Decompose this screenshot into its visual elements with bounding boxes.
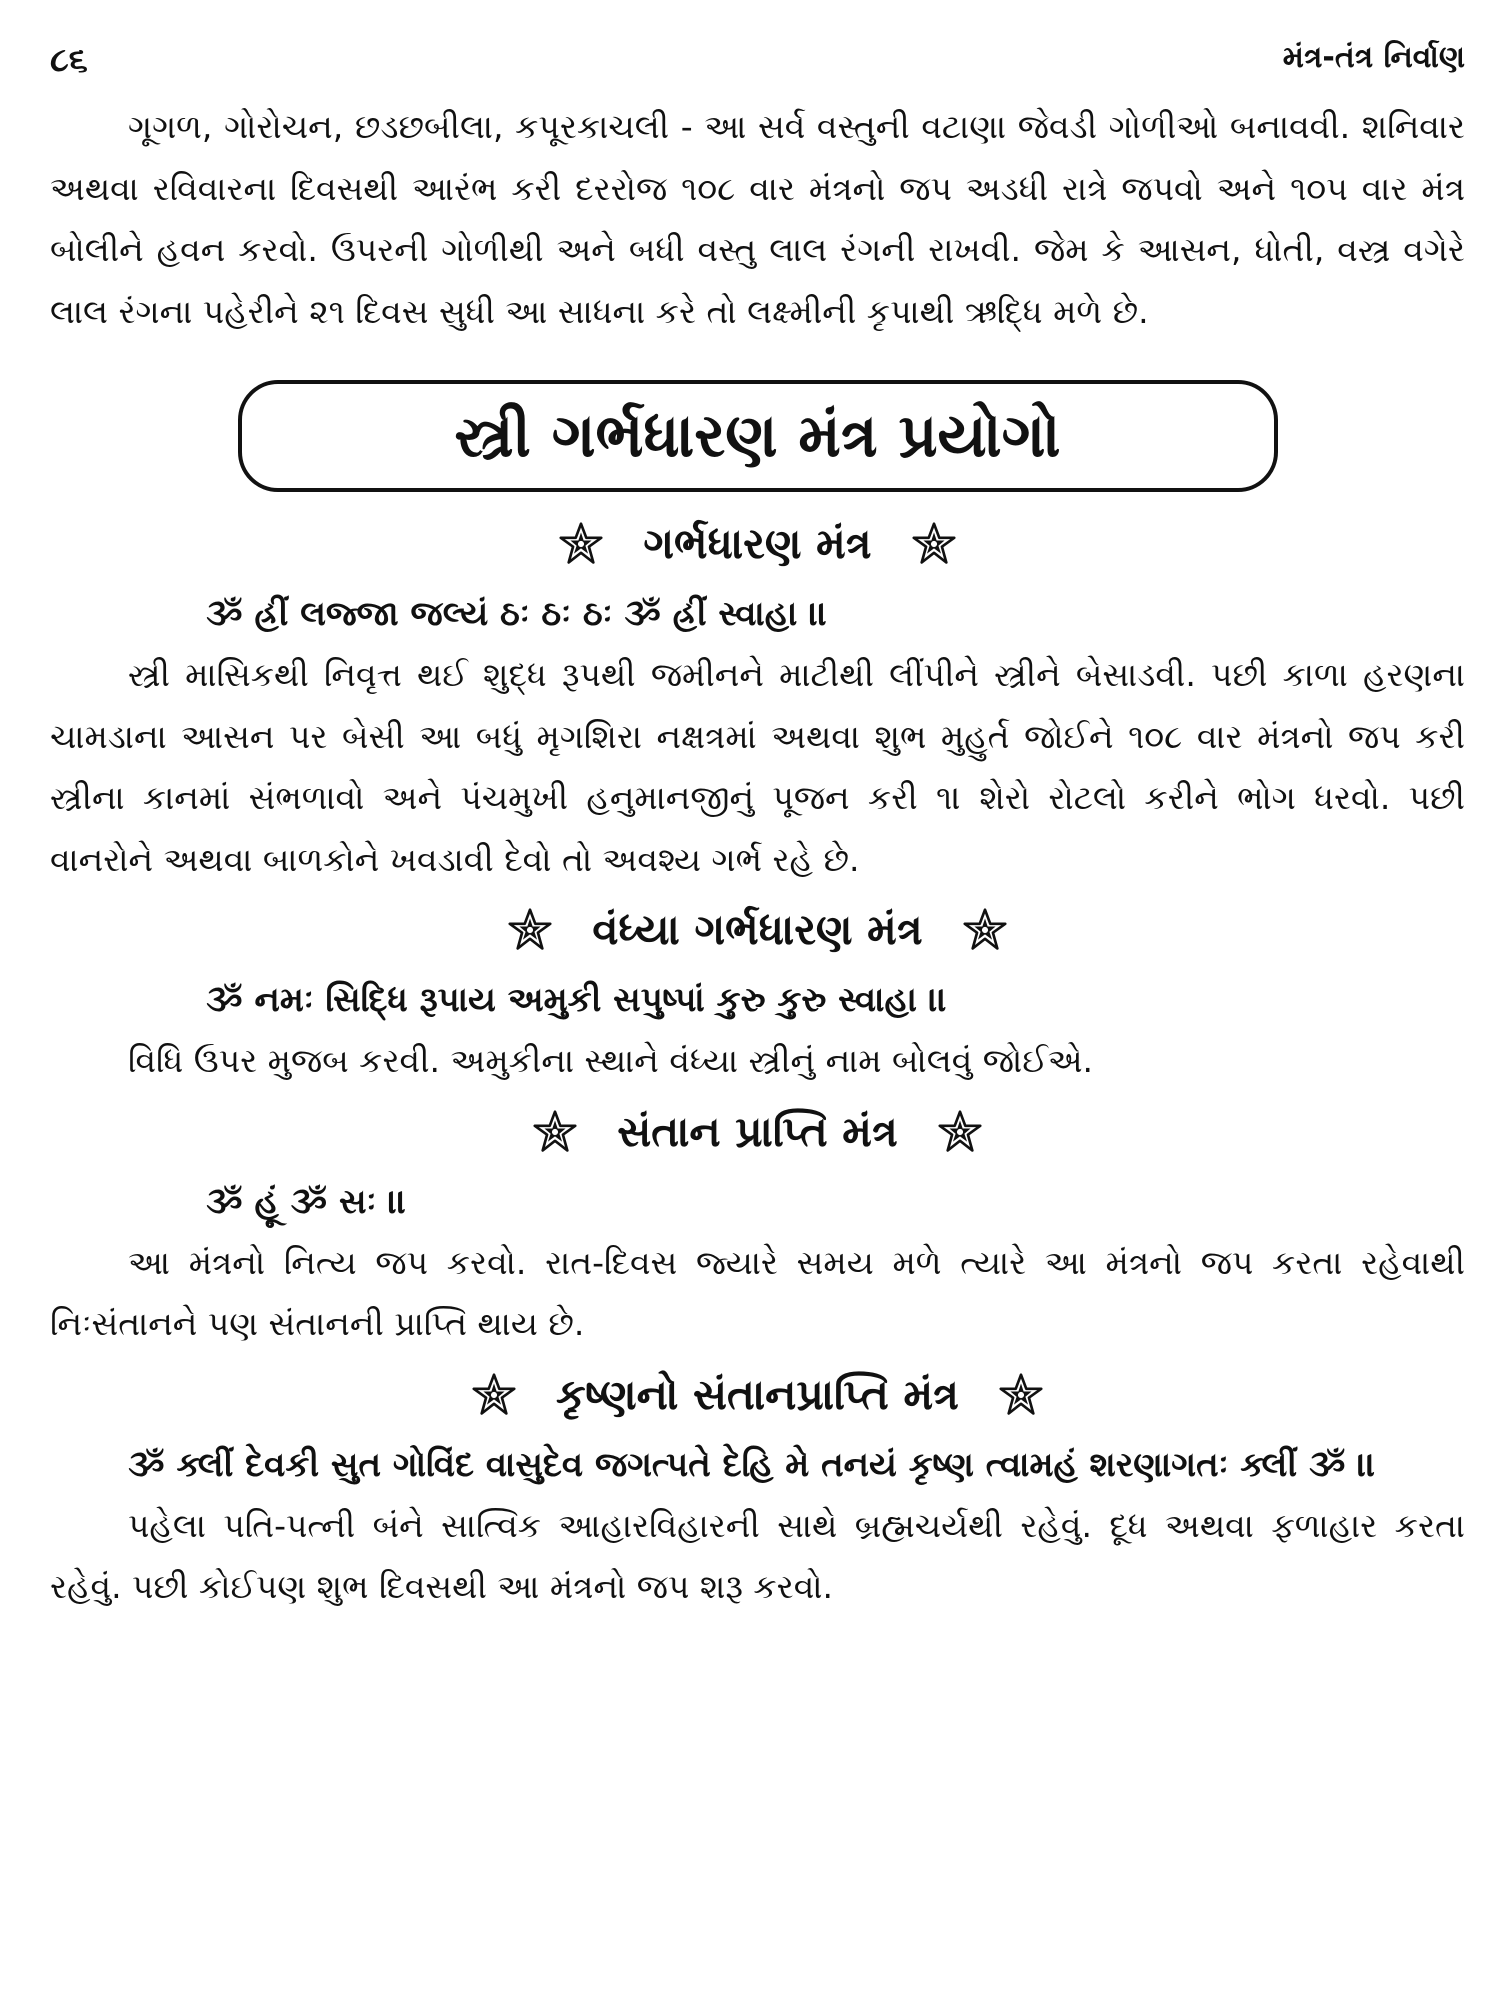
flower-star-icon [912, 522, 956, 566]
flower-star-icon [508, 908, 552, 952]
page [50, 40, 1465, 1618]
section-paragraph: વિધિ ઉપર મુજબ કરવી. અમુકીના સ્થાને વંધ્યા સ્ત્રીનું નામ બોલવું જોઈએ. [128, 1041, 1094, 1080]
flower-star-icon [999, 1373, 1043, 1417]
mantra-text: ૐ હ્રીં લજ્જા જલ્યં ઠઃ ઠઃ ઠઃ ૐ હ્રીં સ્વાહા ।। [206, 594, 828, 634]
flower-star-icon [963, 908, 1007, 952]
section-heading-text: કૃષ્ણનો સંતાનપ્રાપ્તિ મંત્ર [556, 1369, 959, 1419]
section-heading-vandhya [50, 890, 1465, 970]
flower-star-icon [472, 1373, 516, 1417]
intro-paragraph: ગૂગળ, ગોરોચન, છડછબીલા, કપૂરકાચલી - આ સર્વ વસ્તુની વટાણા જેવડી ગોળીઓ બનાવવી. શનિવાર અથવા રવિવારના દિવસથી આરંભ કરી દરરોજ ૧૦૮ વાર મંત્રનો જપ અડધી રાત્રે જપવો અને ૧૦૫ વાર મંત્ર બોલીને હવન કરવો. ઉપરની ગોળીથી અને બધી વસ્તુ લાલ રંગની રાખવી. જેમ કે આસન, ધોતી, વસ્ત્ર વગેરે લાલ રંગના પહેરીને ૨૧ દિવસ સુધી આ સાધના કરે તો લક્ષ્મીની કૃપાથી ઋદ્ધિ મળે છે. [50, 107, 1465, 331]
mantra-text: ૐ નમઃ સિદ્ધિ રૂપાય અમુકી સપુષ્પાં કુરુ કુરુ સ્વાહા ।। [206, 980, 947, 1020]
flower-star-icon [559, 522, 603, 566]
chapter-title: સ્ત્રી ગર્ભધારણ મંત્ર પ્રયોગો [238, 380, 1278, 492]
mantra-text: ૐ હૂં ૐ સઃ ।। [206, 1181, 407, 1222]
section-heading-garbhdharan [50, 504, 1465, 584]
section-heading-krishna [50, 1355, 1465, 1435]
section-heading-text: સંતાન પ્રાપ્તિ મંત્ર [617, 1106, 898, 1156]
section-paragraph: સ્ત્રી માસિકથી નિવૃત્ત થઈ શુદ્ધ રૂપથી જમીનને માટીથી લીંપીને સ્ત્રીને બેસાડવી. પછી કાળા હરણના ચામડાના આસન પર બેસી આ બધું મૃગશિરા નક્ષત્રમાં અથવા શુભ મુહુર્ત જોઈને ૧૦૮ વાર મંત્રનો જપ કરી સ્ત્રીના કાનમાં સંભળાવો અને પંચમુખી હનુમાનજીનું પૂજન કરી ૧। શેરો રોટલો કરીને ભોગ ધરવો. પછી વાનરોને અથવા બાળકોને ખવડાવી દેવો તો અવશ્ય ગર્ભ રહે છે. [50, 655, 1465, 879]
section-paragraph: આ મંત્રનો નિત્ય જપ કરવો. રાત-દિવસ જ્યારે સમય મળે ત્યારે આ મંત્રનો જપ કરતા રહેવાથી નિઃસંતાનને પણ સંતાનની પ્રાપ્તિ થાય છે. [50, 1242, 1465, 1343]
running-title: મંત્ર-તંત્ર નિર્વાણ [1282, 40, 1465, 75]
page-header [50, 40, 1465, 96]
mantra-text: ૐ ક્લીં દેવકી સુત ગોવિંદ વાસુદેવ જગત્પતે દેહિ મે તનયં કૃષ્ણ ત્વામહં શરણાગતઃ ક્લીં ૐ ।। [128, 1444, 1376, 1485]
section-paragraph: પહેલા પતિ-પત્ની બંને સાત્વિક આહારવિહારની સાથે બ્રહ્મચર્યથી રહેવું. દૂધ અથવા ફળાહાર કરતા રહેવું. પછી કોઈપણ શુભ દિવસથી આ મંત્રનો જપ શરૂ કરવો. [50, 1505, 1465, 1606]
flower-star-icon [938, 1110, 982, 1154]
page-number: ૮૬ [50, 40, 88, 80]
flower-star-icon [533, 1110, 577, 1154]
section-heading-text: વંધ્યા ગર્ભધારણ મંત્ર [592, 905, 923, 954]
section-heading-text: ગર્ભધારણ મંત્ર [643, 519, 872, 568]
section-heading-santan-prapti [50, 1092, 1465, 1172]
